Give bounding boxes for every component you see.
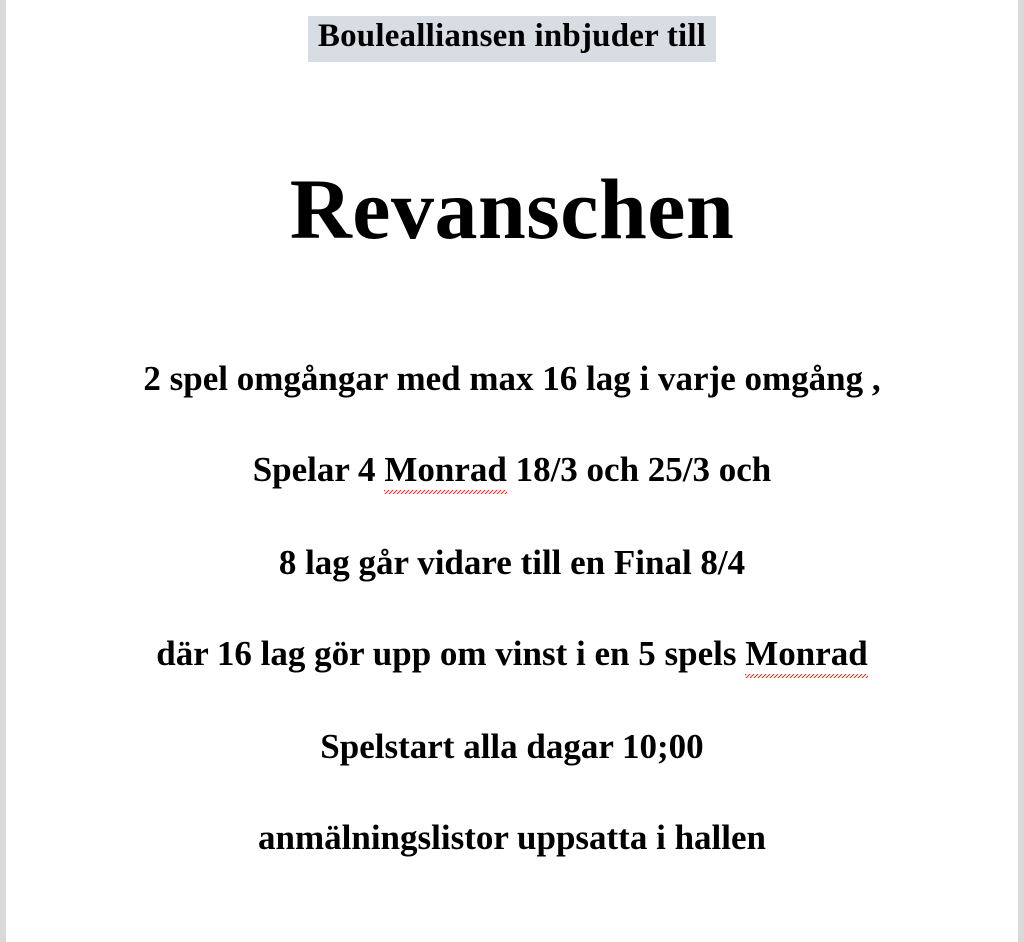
text-run: där 16 lag gör upp om vinst i en 5 spels [156,634,746,674]
banner-row [6,16,1018,62]
spellcheck-underlined-word: Monrad [745,634,868,674]
text-run: anmälningslistor uppsatta i hallen [258,818,766,858]
line-signup [6,819,1018,858]
page-title: Revanschen [289,160,735,257]
page-edge-right [1018,0,1024,942]
text-run: 8 lag går vidare till en Final 8/4 [278,542,746,582]
text-run: Spelar 4 [252,450,385,490]
line-playoff [6,635,1018,675]
line-schedule [6,451,1018,491]
body-text-block [6,360,1018,858]
text-run: 18/3 och 25/3 och [506,450,772,490]
line-rounds [6,360,1018,399]
spellcheck-underlined-word: Monrad [384,450,507,490]
document-page [6,0,1018,942]
text-run: 2 spel omgångar med max 16 lag i varje omgång , [143,358,881,398]
text-run: Spelstart alla dagar 10;00 [320,726,704,766]
line-starttime [6,728,1018,767]
line-final [6,544,1018,583]
invitation-banner: Boulealliansen inbjuder till [308,16,716,62]
